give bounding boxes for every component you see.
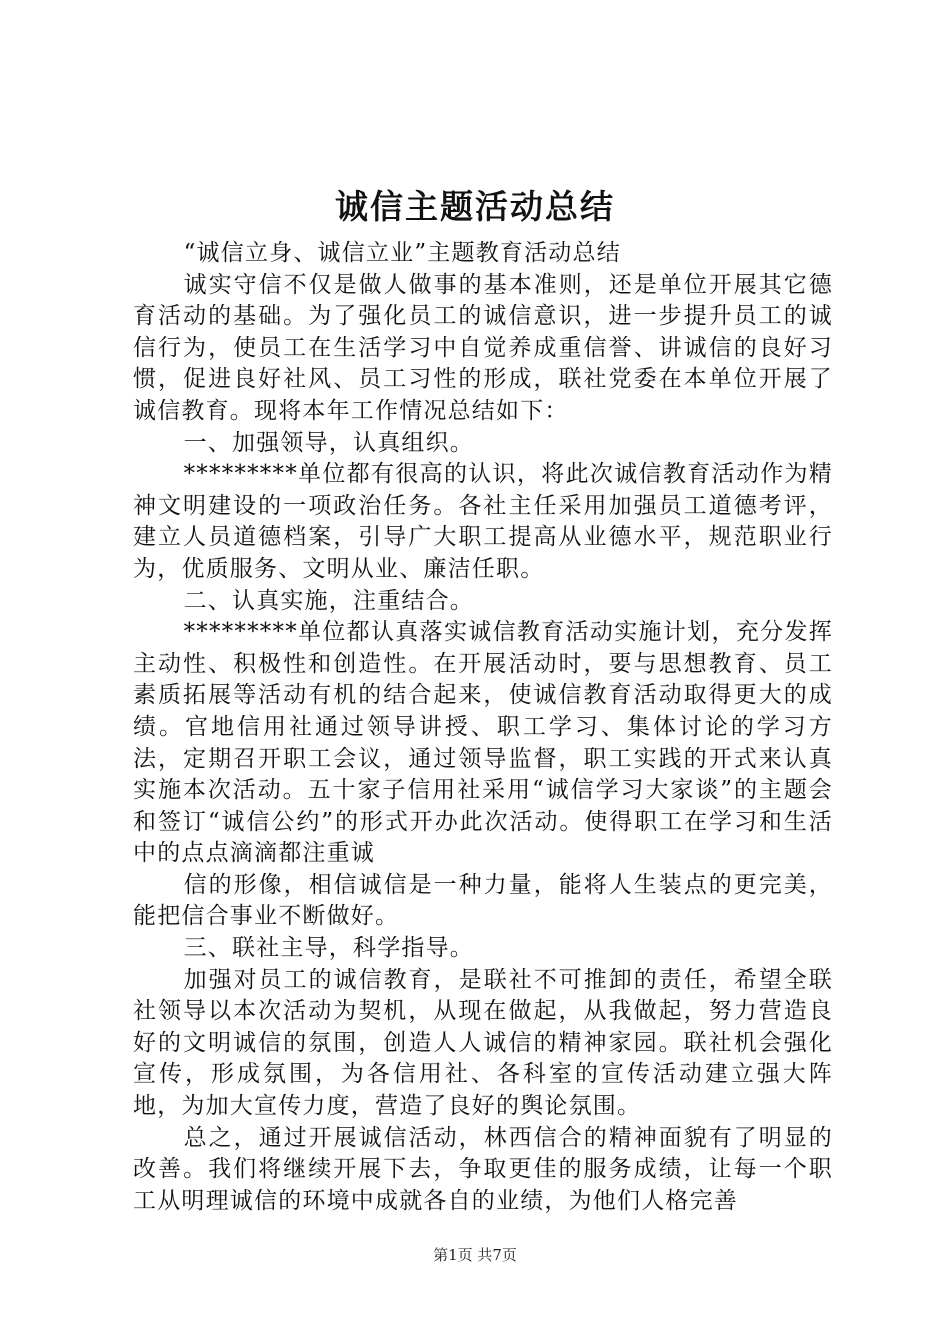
document-body [133, 238, 833, 1217]
section-heading-2: 二、认真实施，注重结合。 [183, 587, 474, 614]
section-2-paragraph: *********单位都认真落实诚信教育活动实施计划，充分发挥主动性、积极性和创造性。在开展活动时，要与思想教育、员工素质拓展等活动有机的结合起来，使诚信教育活动取得更大的成绩。官地信用社通过领导讲授、职工学习、集体讨论的学习方法，定期召开职工会议，通过领导监督，职工实践的开式来认真实施本次活动。五十家子信用社采用“诚信学习大家谈”的主题会和签订“诚信公约”的形式开办此次活动。使得职工在学习和生活中的点点滴滴都注重诚 [133, 619, 833, 867]
section-1-paragraph: *********单位都有很高的认识，将此次诚信教育活动作为精神文明建设的一项政治任务。各社主任采用加强员工道德考评，建立人员道德档案，引导广大职工提高从业德水平，规范职业行为，优质服务、文明从业、廉洁任职。 [133, 461, 833, 582]
subtitle-paragraph: “诚信立身、诚信立业”主题教育活动总结 [183, 240, 621, 266]
section-heading-3: 三、联社主导，科学指导。 [183, 935, 474, 962]
section-3-paragraph: 加强对员工的诚信教育，是联社不可推卸的责任，希望全联社领导以本次活动为契机，从现在做起，从我做起，努力营造良好的文明诚信的氛围，创造人人诚信的精神家园。联社机会强化宣传，形成氛围，为各信用社、各科室的宣传活动建立强大阵地，为加大宣传力度，营造了良好的舆论氛围。 [133, 966, 833, 1120]
page-number-footer: 第1页 共7页 [433, 1246, 517, 1264]
intro-paragraph: 诚实守信不仅是做人做事的基本准则，还是单位开展其它德育活动的基础。为了强化员工的诚信意识，进一步提升员工的诚信行为，使员工在生活学习中自觉养成重信誉、讲诚信的良好习惯，促进良好社风、员工习性的形成，联社党委在本单位开展了诚信教育。现将本年工作情况总结如下： [133, 271, 833, 424]
conclusion-paragraph: 总之，通过开展诚信活动，林西信合的精神面貌有了明显的改善。我们将继续开展下去，争取更佳的服务成绩，让每一个职工从明理诚信的环境中成就各自的业绩，为他们人格完善 [133, 1124, 833, 1214]
section-heading-1: 一、加强领导，认真组织。 [183, 429, 474, 456]
document-title: 诚信主题活动总结 [335, 187, 615, 226]
section-2-continuation-paragraph: 信的形像，相信诚信是一种力量，能将人生装点的更完美，能把信合事业不断做好。 [133, 871, 833, 930]
